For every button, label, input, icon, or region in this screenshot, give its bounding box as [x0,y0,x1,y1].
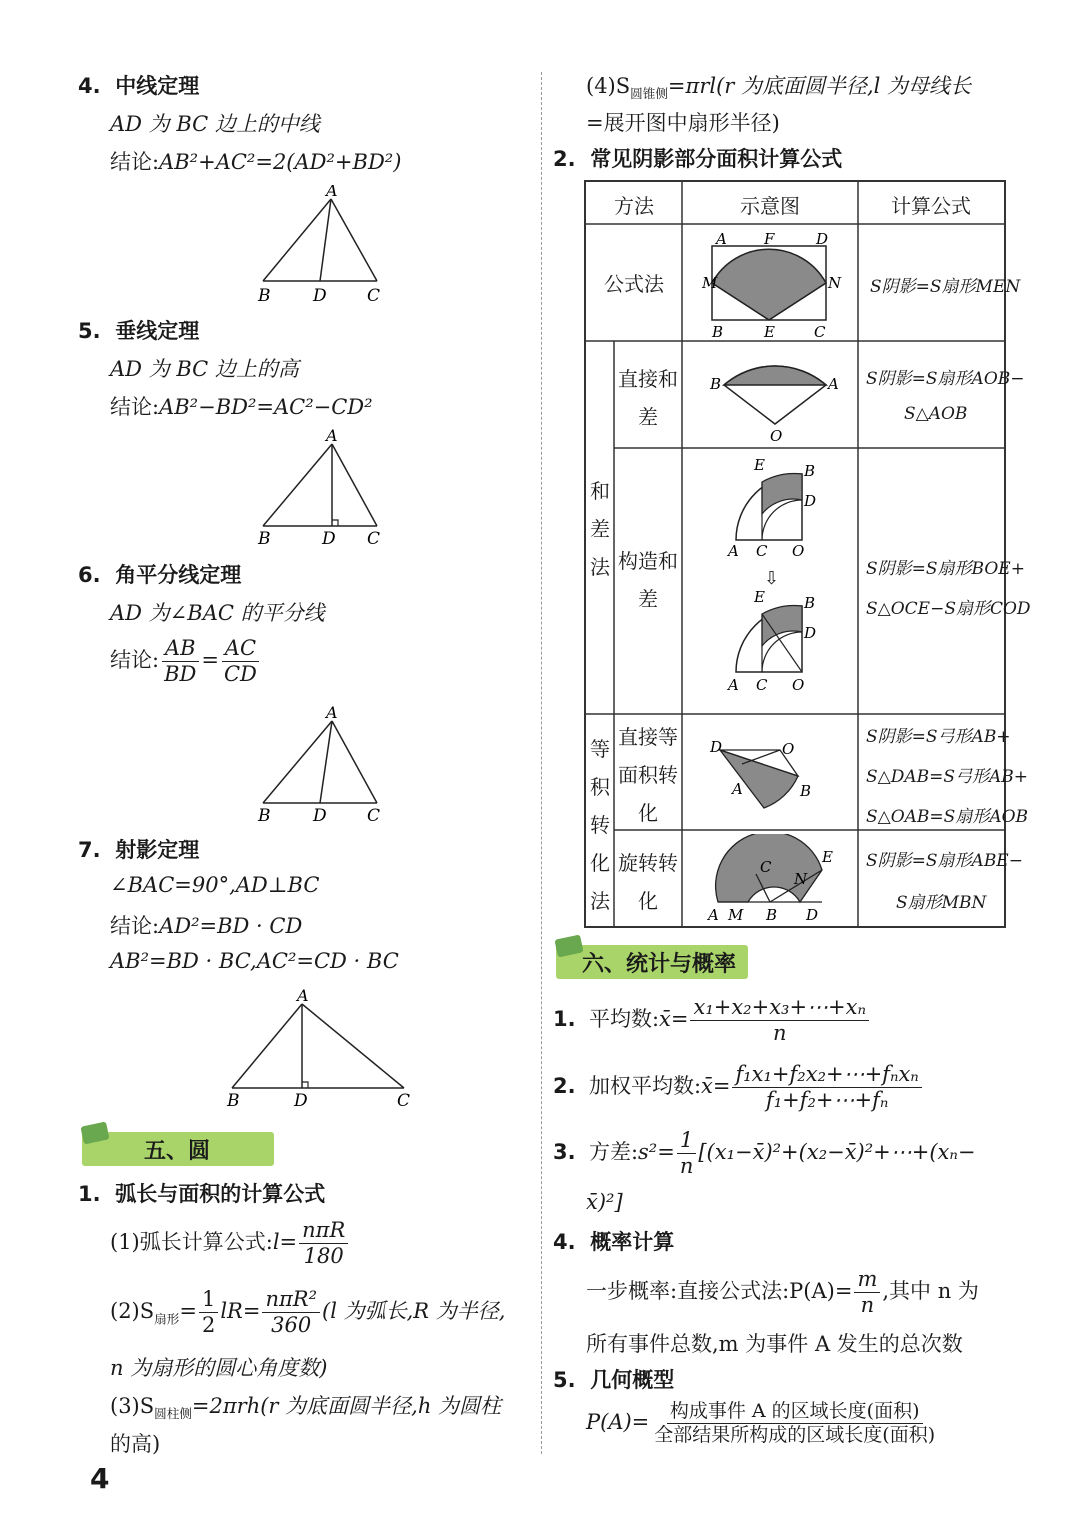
svg-text:C: C [756,542,768,556]
weighted-mean-formula: 2. 加权平均数:x̄= $\frac{\text{f₁x₁+f₂x₂+⋯+fₙxₙ}}{\text{f₁+f₂+⋯+fₙ}}$ [553,1062,924,1113]
svg-text:B: B [800,782,812,800]
submethod-direct-dengji: 直接等面积转化 [618,725,678,825]
median-triangle-figure [250,185,390,305]
svg-text:A: A [716,230,727,248]
formula-row2-line2: S△AOB [904,404,968,424]
svg-text:N: N [828,274,842,292]
section-banner-statistics: 六、统计与概率 [556,945,748,979]
figure-construct-bottom [718,584,828,694]
shaded-area-heading: 2. 常见阴影部分面积计算公式 [553,147,843,171]
submethod-direct-hecha: 直接和差 [618,367,678,429]
s6-conclusion: 结论: $\frac{AB}{BD}$ = $\frac{AC}{CD}$ [110,636,262,687]
svg-text:B: B [710,375,722,393]
svg-text:E: E [764,323,775,338]
svg-text:D: D [294,1091,308,1111]
svg-text:D: D [710,738,723,756]
altitude-triangle-figure [250,428,390,550]
svg-text:A: A [326,703,338,722]
cone-lateral-formula: $(4)S_{圆锥侧}=\pi rl(r$ 为底面圆半径,l 为母线长 [586,74,972,102]
svg-text:A: A [326,185,338,200]
formula-row2-line1: S阴影=S扇形AOB− [866,369,1025,389]
s4-line1: AD 为 BC 边上的中线 [110,112,320,136]
svg-text:B: B [766,906,778,924]
svg-text:D: D [816,230,829,248]
one-step-probability: 一步概率:直接公式法:P(A)= $\frac{m}{n}$ ,其中 n 为 [586,1267,979,1318]
svg-text:O: O [792,542,805,556]
submethod-construct-hecha: 构造和差 [618,549,678,611]
svg-text:E: E [754,456,765,474]
figure-segment-aob [686,345,856,445]
bisector-triangle-figure [250,703,390,825]
formula-row3-line1: S阴影=S扇形BOE+ [866,559,1025,579]
svg-text:D: D [313,806,327,825]
svg-text:C: C [367,286,381,305]
s6-line1: AD 为∠BAC 的平分线 [110,601,325,625]
s5-line1: AD 为 BC 边上的高 [110,357,299,381]
svg-text:A: A [326,428,338,445]
header-method: 方法 [614,194,654,218]
svg-text:A: A [708,906,719,924]
svg-text:B: B [258,286,271,305]
formula-row5-line1: S阴影=S扇形ABE− [866,851,1023,871]
formula-row4-line2: S△DAB=S弓形AB+ [866,767,1029,787]
svg-text:C: C [367,806,381,825]
svg-text:C: C [814,323,826,338]
arrow-down-icon: ⇩ [764,568,780,589]
method-hecha: 和差法 [590,479,610,579]
probability-note: 所有事件总数,m 为事件 A 发生的总次数 [586,1332,963,1356]
projection-triangle-figure [220,986,420,1114]
svg-text:B: B [258,806,271,825]
svg-text:B: B [227,1091,240,1111]
mean-formula: 1. 平均数:x̄= $\frac{\text{x₁+x₂+x₃+⋯+xₙ}}{n}$ [553,995,871,1046]
row-formula-method: 公式法 [604,272,664,296]
figure-sector-in-rectangle [686,230,856,338]
column-divider [541,72,542,1454]
s7-line3: AB²=BD · BC,AC²=CD · BC [110,949,399,973]
s5-conclusion: 结论:AB²−BD²=AC²−CD² [110,395,373,419]
cylinder-lateral-note: 的高) [110,1432,161,1456]
sector-area-formula: $(2)S_{扇形}=$ $\frac{1}{2}$ lR= $\frac{\text{nπR²}}{360}$ (l 为弧长,R 为半径, [110,1287,506,1338]
svg-text:C: C [756,676,768,694]
s7-line1: ∠BAC=90°,AD⊥BC [110,873,320,897]
svg-text:F: F [764,230,775,248]
geometric-probability-heading: 5. 几何概型 [553,1368,675,1392]
header-formula: 计算公式 [891,194,971,218]
svg-text:D: D [313,286,327,305]
svg-text:A: A [828,375,839,393]
formula-row3-line2: S△OCE−S扇形COD [866,599,1031,619]
shaded-area-table [584,180,1031,928]
svg-text:D: D [322,529,336,549]
svg-text:A: A [297,986,309,1005]
svg-text:N: N [794,870,808,888]
svg-text:O: O [782,740,795,758]
header-figure: 示意图 [740,194,800,218]
svg-text:A: A [732,780,743,798]
cylinder-lateral-formula: $(3)S_{圆柱侧}=2\pi rh(r$ 为底面圆半径,h 为圆柱 [110,1394,502,1422]
svg-text:D: D [804,624,817,642]
section-4-heading: 4. 中线定理 [78,74,200,98]
svg-text:C: C [397,1091,411,1111]
arc-length-formula: (1)弧长计算公式:l= $\frac{\text{nπR}}{180}$ [110,1218,350,1269]
svg-text:O: O [770,427,783,445]
page-number: 4 [90,1462,110,1495]
svg-text:C: C [367,529,381,549]
figure-construct-top [718,456,828,556]
cone-lateral-note: =展开图中扇形半径) [586,111,780,135]
formula-row4-line1: S阴影=S弓形AB+ [866,727,1011,747]
probability-heading: 4. 概率计算 [553,1230,675,1254]
svg-text:C: C [760,858,772,876]
section-6-heading: 6. 角平分线定理 [78,563,242,587]
section-5-heading: 5. 垂线定理 [78,319,200,343]
variance-formula: 3. 方差:s²= $\frac{1}{n}$ [(x₁−x̄)²+(x₂−x̄)²+⋯+(xₙ− [553,1128,976,1179]
svg-text:A: A [728,542,739,556]
svg-text:A: A [728,676,739,694]
s7-conclusion: 结论:AD²=BD · CD [110,914,303,938]
svg-text:B: B [804,594,816,612]
svg-text:E: E [822,848,833,866]
svg-text:B: B [712,323,724,338]
section-banner-circle: 五、圆 [82,1132,274,1166]
s4-conclusion: 结论:AB²+AC²=2(AD²+BD²) [110,150,402,174]
circle-formulas-heading: 1. 弧长与面积的计算公式 [78,1182,326,1206]
formula-row5-line2: S扇形MBN [896,893,987,913]
figure-rotate [696,834,856,924]
submethod-rotate: 旋转转化 [618,851,678,913]
geometric-probability-formula: P(A)= $\frac{\text{构成事件 A 的区域长度(面积)}}{\text{全部结果所构成的区域长度(面积)}}$ [586,1400,936,1446]
method-dengji: 等积转化法 [590,737,610,913]
svg-text:B: B [258,529,271,549]
svg-text:B: B [804,462,816,480]
formula-row1: S阴影=S扇形MEN [870,277,1021,297]
svg-text:M: M [702,274,718,292]
sector-area-note: n 为扇形的圆心角度数) [110,1356,328,1380]
figure-dengji [696,728,856,828]
svg-text:E: E [754,588,765,606]
svg-text:O: O [792,676,805,694]
variance-formula-cont: x̄)²] [586,1190,623,1214]
svg-text:D: D [804,492,817,510]
section-7-heading: 7. 射影定理 [78,838,200,862]
svg-text:M: M [728,906,744,924]
formula-row4-line3: S△OAB=S扇形AOB [866,807,1029,827]
svg-text:D: D [806,906,819,924]
